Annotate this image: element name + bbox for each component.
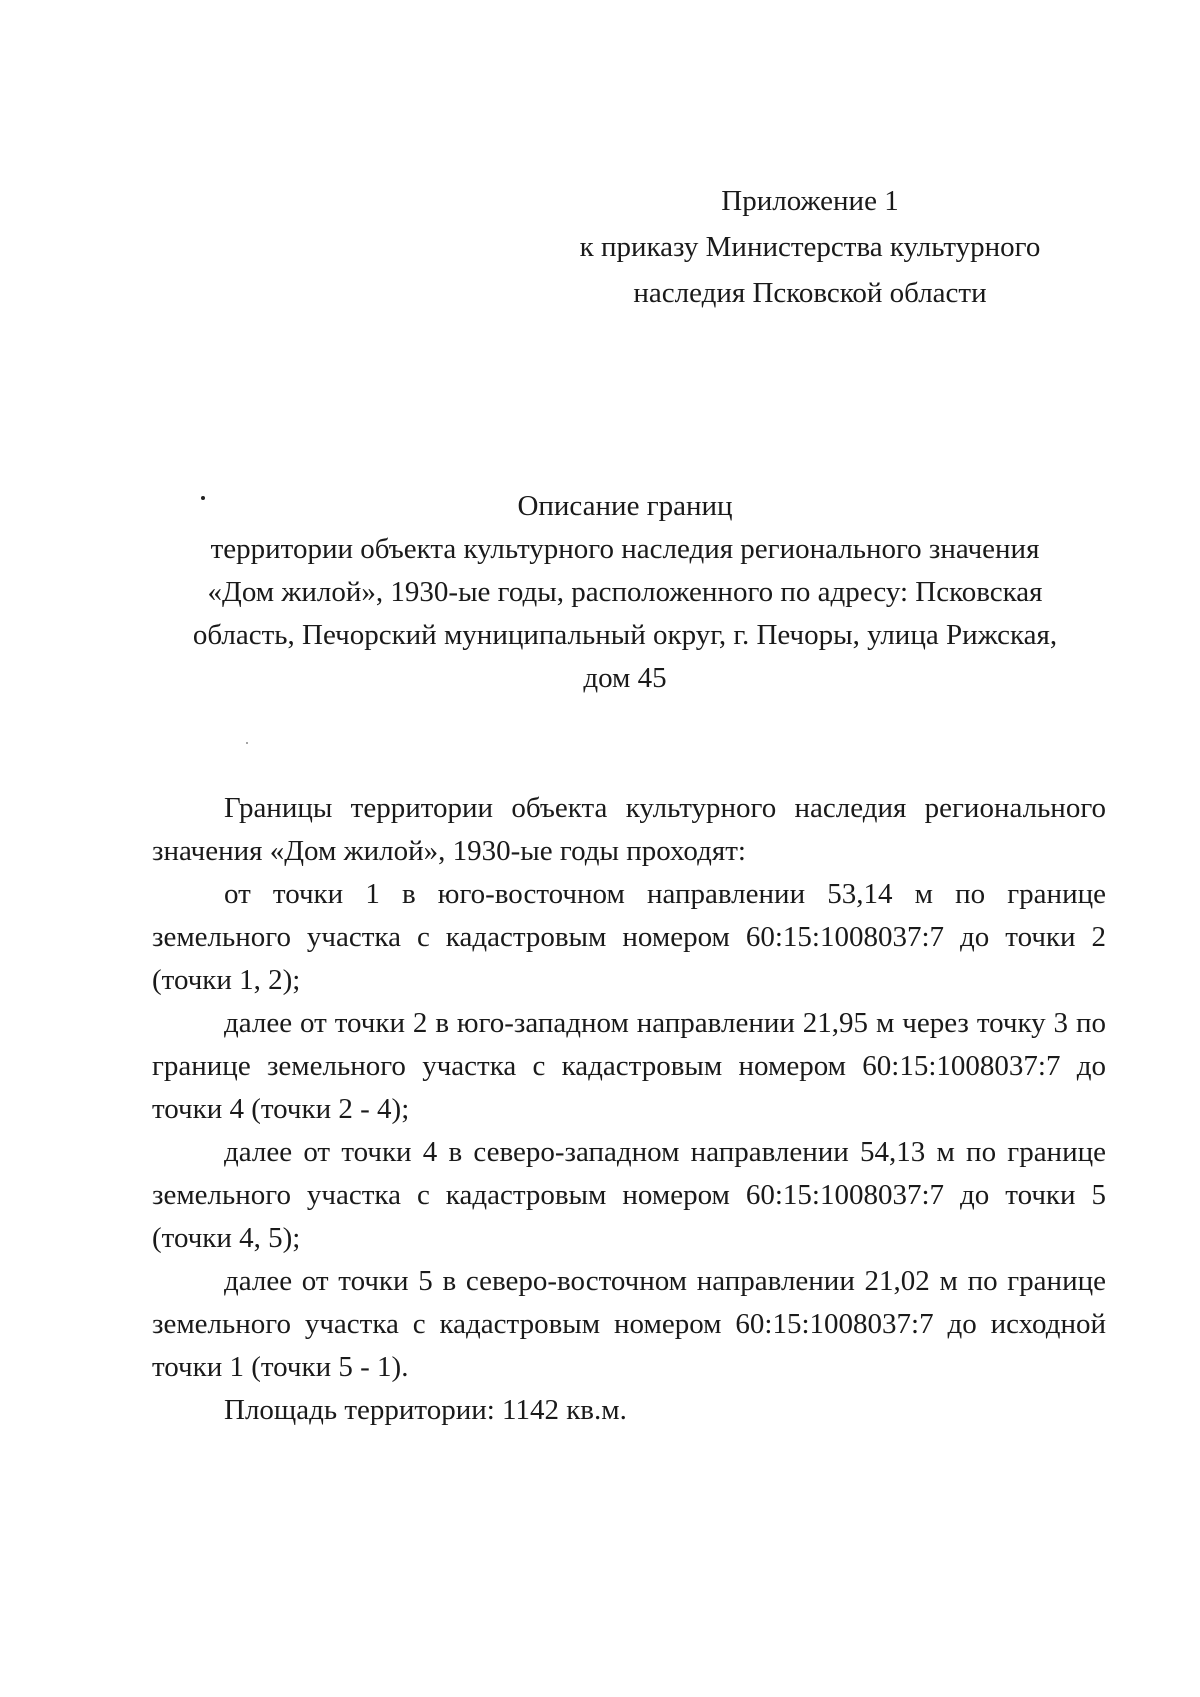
area-paragraph: Площадь территории: 1142 кв.м. (224, 1394, 627, 1426)
appendix-order-ref: к приказу Министерства культурного (579, 231, 1041, 263)
scan-speck (246, 742, 248, 744)
appendix-label: Приложение 1 (721, 185, 899, 217)
appendix-authority: наследия Псковской области (633, 277, 987, 309)
boundary-segment-2: далее от точки 2 в юго-западном направлении 21,95 м через точку 3 по границе земельного участка с кадастровым номером 60:15:1008037:7 до точки 4 (точки 2 - 4); (152, 1007, 1106, 1125)
title-line-4: область, Печорский муниципальный округ, г. Печоры, улица Рижская, (192, 619, 1058, 651)
document-title (150, 485, 1100, 700)
boundary-segment-4: далее от точки 5 в северо-восточном направлении 21,02 м по границе земельного участка с кадастровым номером 60:15:1008037:7 до исходной точки 1 (точки 5 - 1). (152, 1265, 1106, 1383)
title-line-2: территории объекта культурного наследия регионального значения (210, 533, 1040, 565)
title-line-1: Описание границ (517, 490, 733, 522)
intro-paragraph: Границы территории объекта культурного наследия регионального значения «Дом жилой», 1930-ые годы проходят: (152, 792, 1106, 867)
title-line-3: «Дом жилой», 1930-ые годы, расположенного по адресу: Псковская (207, 576, 1043, 608)
boundary-segment-1: от точки 1 в юго-восточном направлении 53,14 м по границе земельного участка с кадастровым номером 60:15:1008037:7 до точки 2 (точки 1, 2); (152, 878, 1106, 996)
title-line-5: дом 45 (583, 662, 667, 694)
appendix-header (560, 178, 1060, 316)
boundary-description (152, 787, 1106, 1432)
boundary-segment-3: далее от точки 4 в северо-западном направлении 54,13 м по границе земельного участка с кадастровым номером 60:15:1008037:7 до точки 5 (точки 4, 5); (152, 1136, 1106, 1254)
